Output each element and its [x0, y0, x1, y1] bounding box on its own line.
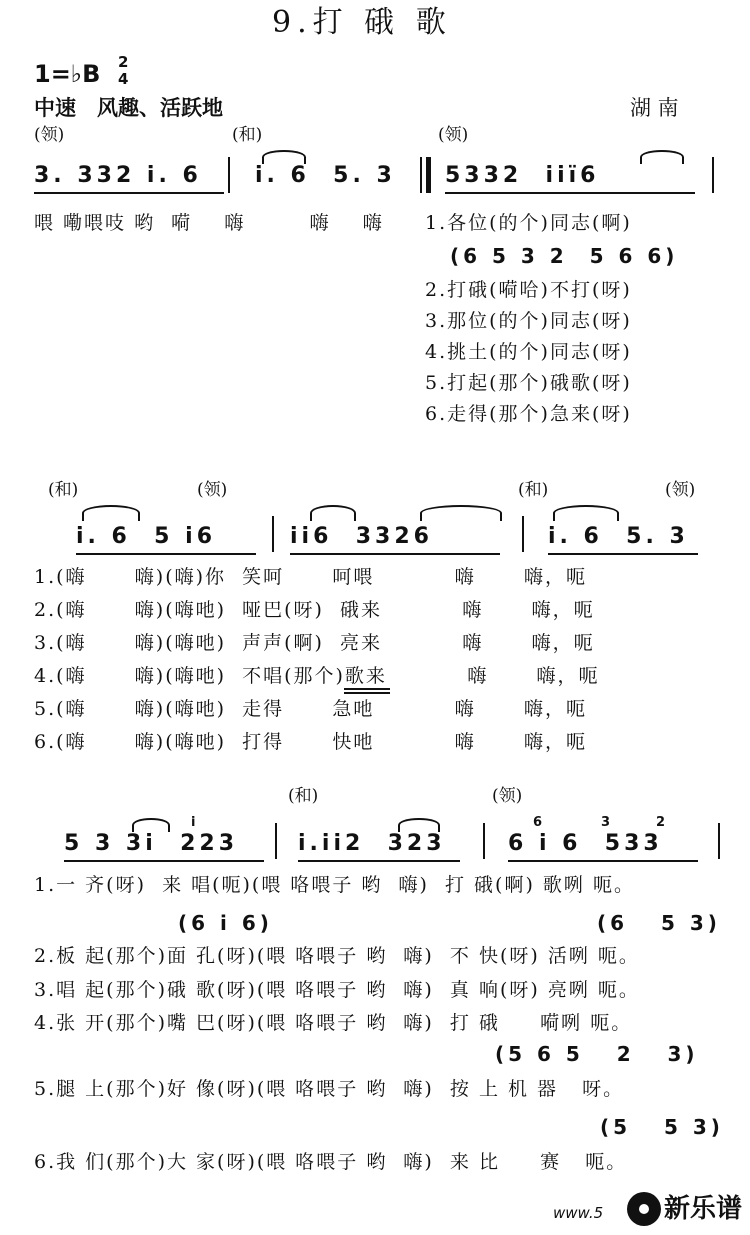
slur-mark — [310, 505, 356, 521]
notation-measure: 3. 332 i. 6 — [34, 163, 202, 188]
chord-notation: (6 i 6) — [178, 911, 273, 935]
underline-beam — [76, 553, 256, 555]
chord-notation: (6 5 3) — [597, 911, 721, 935]
time-signature-bottom: 4 — [118, 70, 129, 88]
slur-mark — [398, 818, 440, 832]
bar-line — [272, 516, 274, 552]
lyric-line: 6.(嗨 嗨)(嗨吔) 打得 快吔 嗨 嗨，呃 — [34, 731, 587, 753]
bar-line — [718, 823, 720, 859]
lyric-line: 2.(嗨 嗨)(嗨吔) 哑巴(呀) 硪来 嗨 嗨，呃 — [34, 599, 595, 621]
bar-line — [275, 823, 277, 859]
lyric-line: 1.(嗨 嗨)(嗨)你 笑呵 呵喂 嗨 嗨，呃 — [34, 566, 587, 588]
grace-note: 6 — [533, 815, 547, 830]
underline-beam — [445, 192, 695, 194]
verse-line: 6.走得(那个)急来(呀) — [425, 403, 632, 425]
role-label: (领) — [665, 480, 696, 500]
chord-notation: (5 6 5 2 3) — [495, 1042, 699, 1066]
bar-line — [228, 157, 230, 193]
role-label: (和) — [518, 480, 549, 500]
notation-measure: i.ii2 323 — [298, 831, 446, 856]
page-title: 9.打 硪 歌 — [272, 5, 452, 40]
bar-line — [522, 516, 524, 552]
role-label: (和) — [48, 480, 79, 500]
role-label: (和) — [288, 786, 319, 806]
repeat-bar-line — [420, 157, 422, 193]
lyric-line: 3.(嗨 嗨)(嗨吔) 声声(啊) 亮来 嗨 嗨，呃 — [34, 632, 595, 654]
role-label: (领) — [197, 480, 228, 500]
underline-beam — [344, 692, 390, 694]
verse-line: 3.那位(的个)同志(呀) — [425, 310, 632, 332]
notation-measure: i. 6 5. 3 — [548, 524, 689, 549]
lyric-line: 5.(嗨 嗨)(嗨吔) 走得 急吔 嗨 嗨，呃 — [34, 698, 587, 720]
watermark-url: www.5 — [553, 1204, 604, 1222]
verse-line: 2.打硪(嗬哈)不打(呀) — [425, 279, 632, 301]
role-label: (领) — [34, 125, 65, 145]
bar-line — [712, 157, 714, 193]
underline-beam — [298, 860, 460, 862]
grace-note: 3 — [601, 815, 615, 830]
lyric-line: 2.板 起(那个)面 孔(呀)(喂 咯喂子 哟 嗨) 不 快(呀) 活咧 呃。 — [34, 945, 640, 967]
repeat-bar-line — [426, 157, 431, 193]
notation-measure: ii6 3326 — [290, 524, 433, 549]
grace-note: 2 — [656, 815, 670, 830]
role-label: (领) — [492, 786, 523, 806]
notation-measure: 5 3 3i 223 — [64, 831, 239, 856]
role-label: (和) — [232, 125, 263, 145]
lyric-line: 1.一 齐(呀) 来 唱(呃)(喂 咯喂子 哟 嗨) 打 硪(啊) 歌咧 呃。 — [34, 874, 635, 896]
region-label: 湖 南 — [630, 96, 679, 120]
underline-beam — [344, 688, 390, 690]
brand-logo-text: 新乐谱 — [664, 1194, 743, 1224]
slur-mark — [82, 505, 140, 521]
record-disc-icon — [627, 1192, 661, 1226]
verse-line: 4.挑土(的个)同志(呀) — [425, 341, 632, 363]
underline-beam — [548, 553, 698, 555]
lyric-line: 6.我 们(那个)大 家(呀)(喂 咯喂子 哟 嗨) 来 比 赛 呃。 — [34, 1151, 628, 1173]
lyric-line: 3.唱 起(那个)硪 歌(呀)(喂 咯喂子 哟 嗨) 真 响(呀) 亮咧 呃。 — [34, 979, 640, 1001]
grace-note: i — [191, 815, 200, 830]
bar-line — [483, 823, 485, 859]
intro-lyric: 喂 嘞喂吱 哟 嗬 嗨 嗨 嗨 — [34, 212, 384, 234]
tempo-marking: 中速 风趣、活跃地 — [34, 96, 223, 120]
time-signature-top: 2 — [118, 53, 129, 71]
verse-line: 1.各位(的个)同志(啊) — [425, 212, 632, 234]
notation-measure: 5332 iiï6 — [445, 163, 600, 188]
slur-mark — [262, 150, 306, 164]
underline-beam — [290, 553, 500, 555]
chord-notation: (6 5 3 2 5 6 6) — [450, 244, 679, 268]
key-signature: 1=♭B — [34, 60, 101, 88]
slur-mark — [553, 505, 619, 521]
slur-mark — [132, 818, 170, 832]
verse-line: 5.打起(那个)硪歌(呀) — [425, 372, 632, 394]
lyric-line: 4.(嗨 嗨)(嗨吔) 不唱(那个)歌来 嗨 嗨，呃 — [34, 665, 600, 687]
slur-mark — [420, 505, 502, 521]
role-label: (领) — [438, 125, 469, 145]
underline-beam — [508, 860, 698, 862]
notation-measure: 6 i 6 533 — [508, 831, 663, 856]
lyric-line: 4.张 开(那个)嘴 巴(呀)(喂 咯喂子 哟 嗨) 打 硪 嗬咧 呃。 — [34, 1012, 633, 1034]
underline-beam — [34, 192, 224, 194]
slur-mark — [640, 150, 684, 164]
notation-measure: i. 6 5 i6 — [76, 524, 216, 549]
notation-measure: i. 6 5. 3 — [255, 163, 396, 188]
lyric-line: 5.腿 上(那个)好 像(呀)(喂 咯喂子 哟 嗨) 按 上 机 器 呀。 — [34, 1078, 625, 1100]
underline-beam — [64, 860, 264, 862]
chord-notation: (5 5 3) — [600, 1115, 724, 1139]
